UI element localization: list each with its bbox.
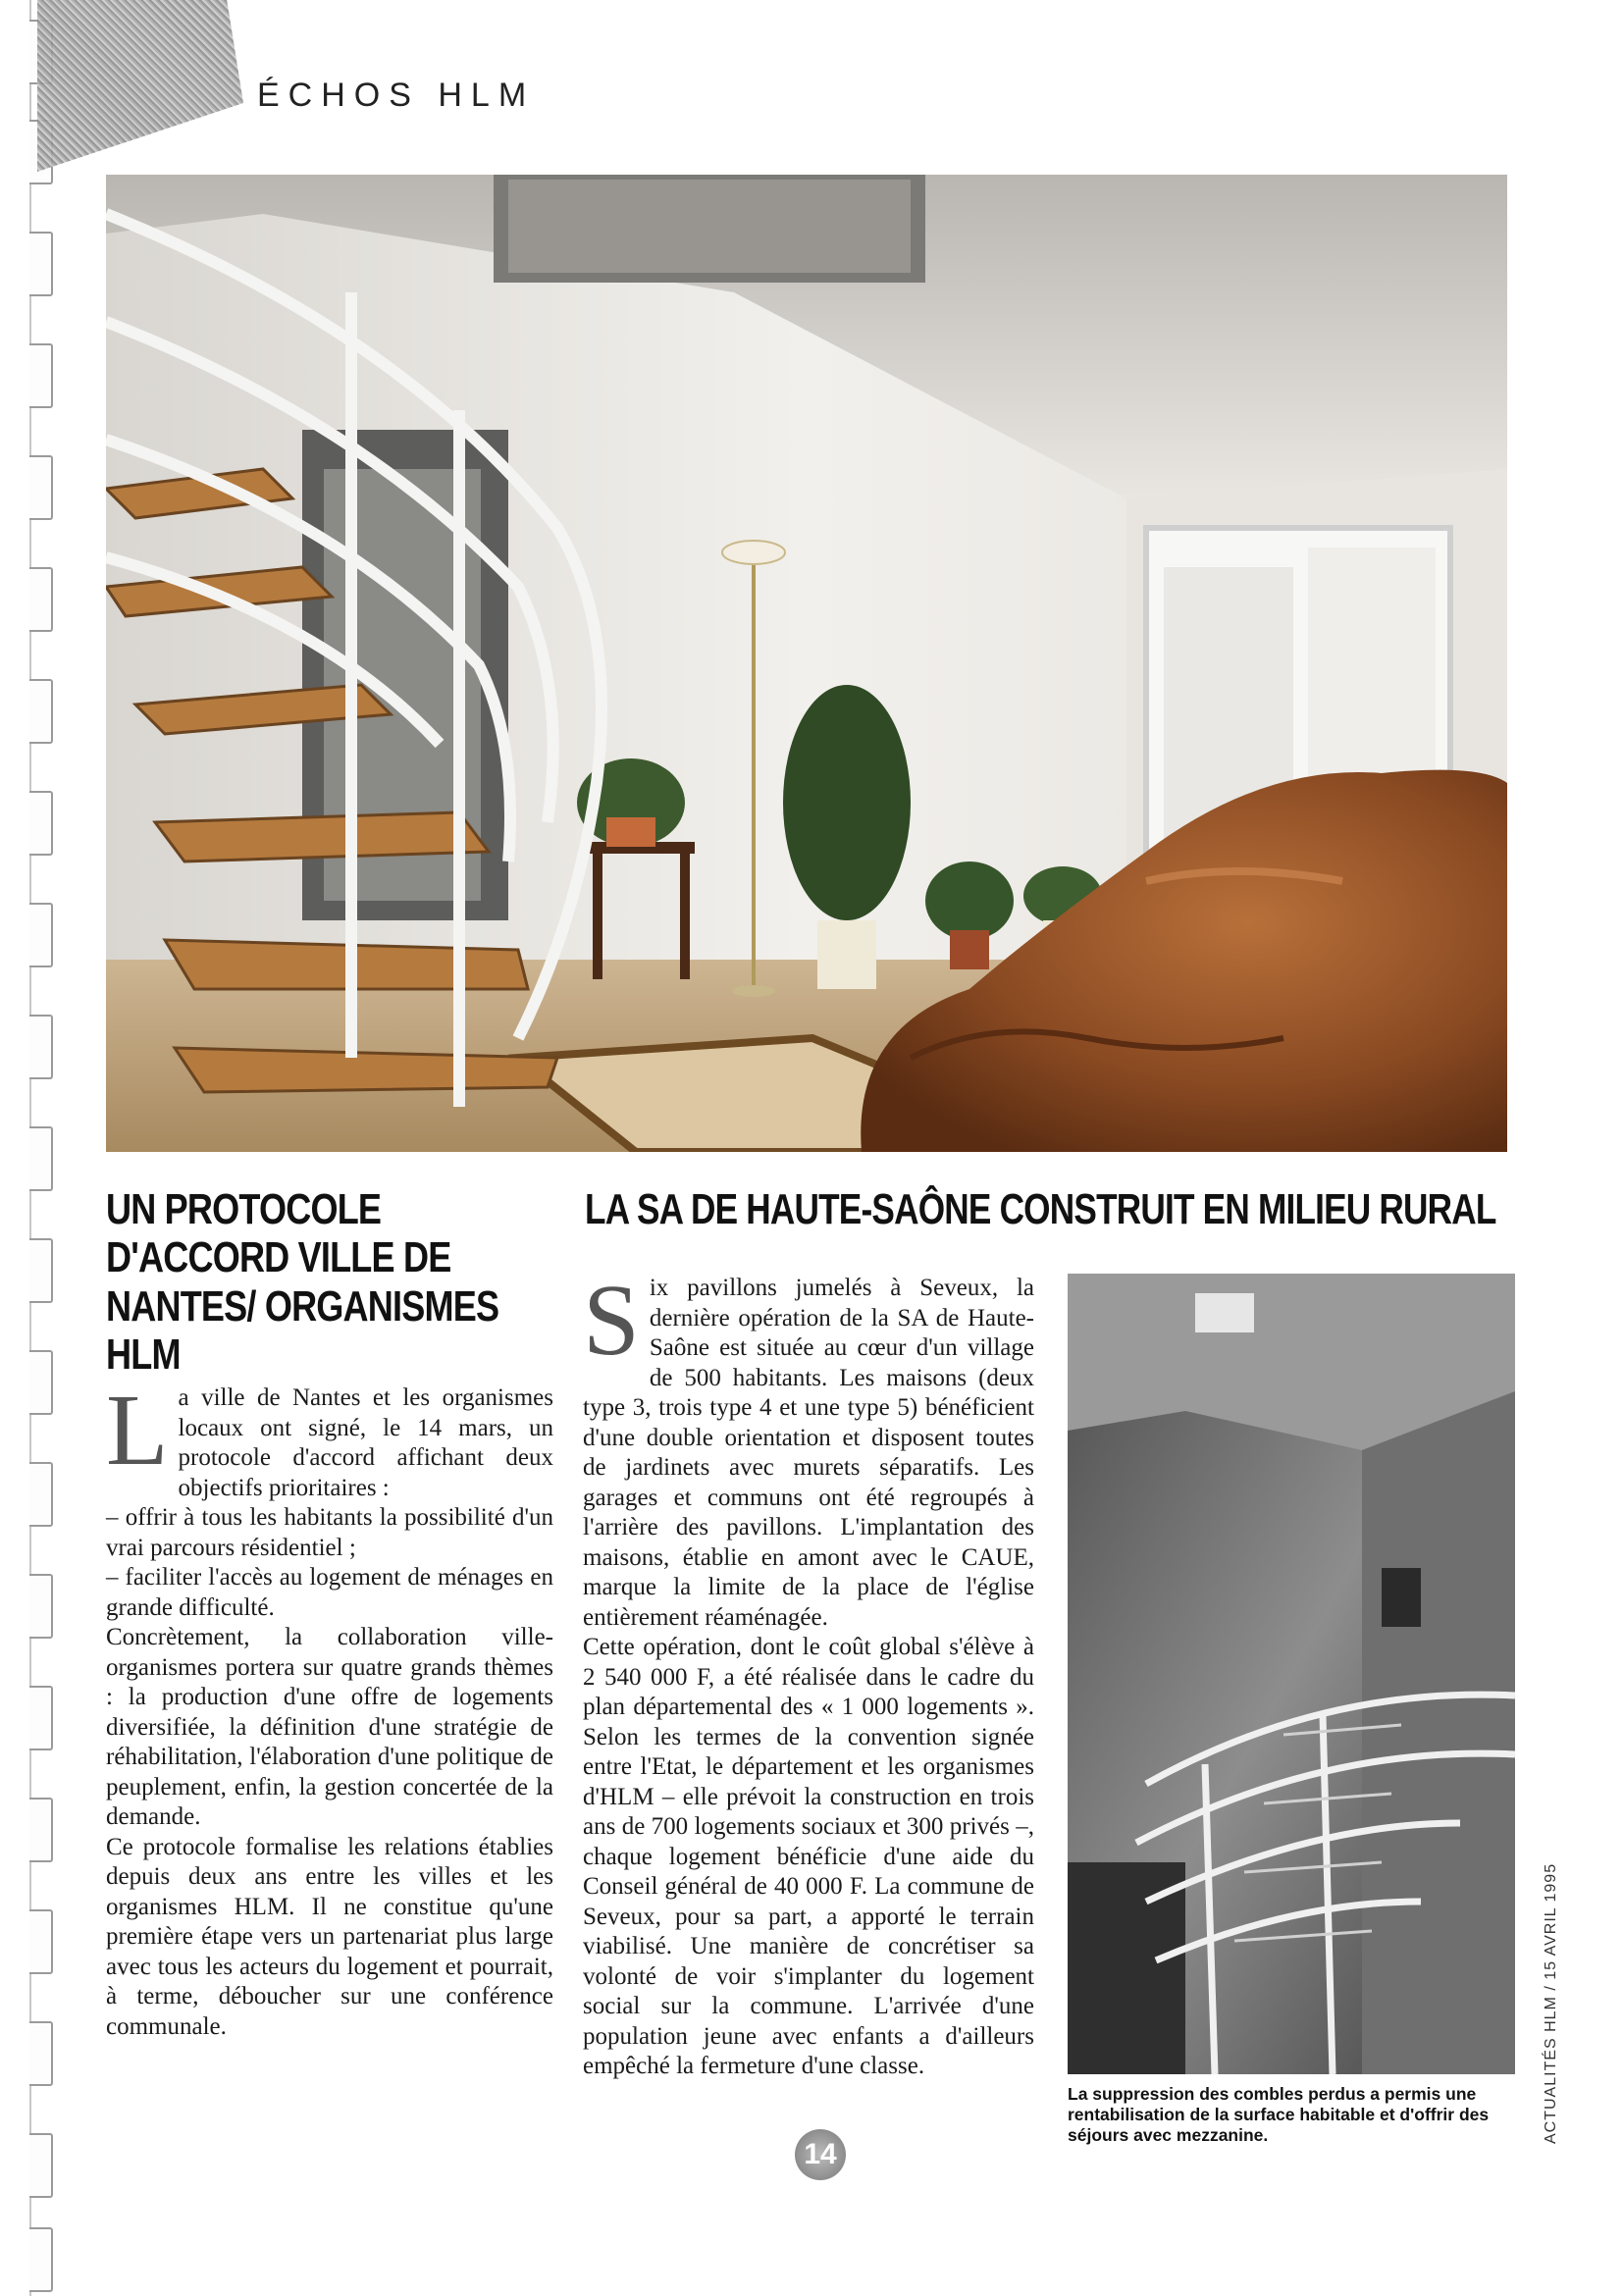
paragraph: Concrètement, la collaboration ville-organismes portera sur quatre grands thèmes : la production d'une offre de logements diversifiée, la définition d'une stratégie de réhabilitation, l'élaboration d'une politique de peuplement, enfin, la gestion concertée de la demande. (106, 1624, 553, 1830)
section-title: ÉCHOS HLM (257, 77, 536, 114)
headline-nantes: UN PROTOCOLE D'ACCORD VILLE DE NANTES/ ORGANISMES HLM (106, 1185, 499, 1379)
interior-photo (106, 175, 1507, 1152)
dropcap: L (106, 1374, 169, 1487)
photo-caption: La suppression des combles perdus a permis une rentabilisation de la surface habitable et d'offrir des séjours avec mezzanine. (1068, 2084, 1490, 2145)
article-nantes-body (106, 1374, 553, 2042)
publication-info: ACTUALITÉS HLM / 15 AVRIL 1995 (1543, 1862, 1559, 2144)
paragraph: Ce protocole formalise les relations établies depuis deux ans entre les villes et les organismes HLM. Il ne constitue qu'une première étape vers un partenariat plus large avec tous les acteurs du logement et pourrait, à terme, déboucher sur une conférence communale. (106, 1833, 553, 2040)
mezzanine-photo (1068, 1274, 1515, 2074)
dropcap: S (583, 1264, 640, 1377)
binder-edge (0, 0, 59, 2296)
paragraph: – offrir à tous les habitants la possibilité d'un vrai parcours résidentiel ; (106, 1504, 553, 1561)
headline-haute-saone: LA SA DE HAUTE-SAÔNE CONSTRUIT EN MILIEU RURAL (585, 1185, 1496, 1233)
article-haute-saone-body (583, 1264, 1034, 2082)
paragraph: a ville de Nantes et les organismes locaux ont signé, le 14 mars, un protocole d'accord affichant deux objectifs prioritaires : (178, 1384, 553, 1501)
header-tab-graphic (37, 0, 243, 172)
paragraph: – faciliter l'accès au logement de ménages en grande difficulté. (106, 1564, 553, 1621)
page-number: 14 (795, 2129, 846, 2180)
paragraph: Cette opération, dont le coût global s'élève à 2 540 000 F, a été réalisée dans le cadre du plan départemental des « 1 000 logements ». Selon les termes de la convention signée entre l'Etat, le département et les organismes d'HLM – elle prévoit la construction en trois ans de 700 logements sociaux et 300 privés –, chaque logement bénéficie d'une aide du Conseil général de 40 000 F. La commune de Seveux, pour sa part, a apporté le terrain viabilisé. Une manière de concrétiser sa volonté de voir s'implanter du logement social sur la commune. L'arrivée d'une population jeune avec enfants a d'ailleurs empêché la fermeture d'une classe. (583, 1634, 1034, 2079)
paragraph: ix pavillons jumelés à Seveux, la dernière opération de la SA de Haute-Saône est située au cœur d'un village de 500 habitants. Les maisons (deux type 3, trois type 4 et une type 5) bénéficient d'une double orientation et disposent toutes de jardinets avec murets séparatifs. Les garages et communs ont été regroupés à l'arrière des pavillons. L'implantation des maisons, établie en amont avec le CAUE, marque la limite de la place de l'église entièrement réaménagée. (583, 1275, 1034, 1631)
